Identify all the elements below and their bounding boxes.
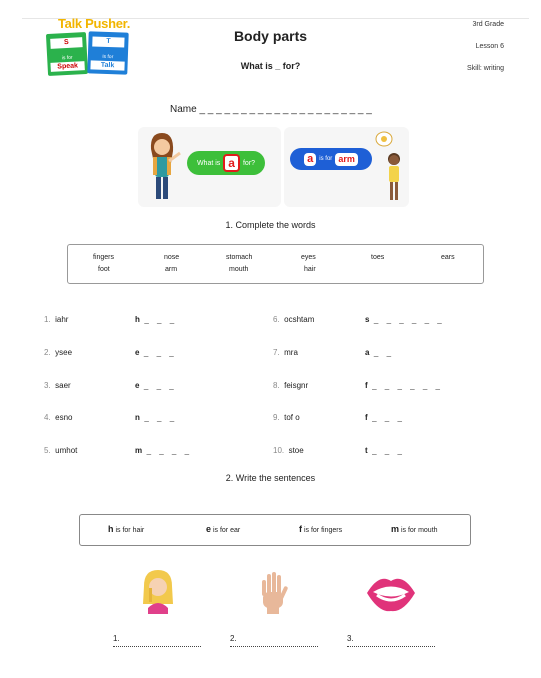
pill-mid: is for xyxy=(319,156,333,162)
skill-label: Skill: writing xyxy=(467,65,504,72)
item-scrambled: iahr xyxy=(55,315,69,324)
exercise-item xyxy=(273,342,298,360)
item-dashes: _ _ _ _ xyxy=(146,446,193,455)
item-dashes: _ _ _ xyxy=(144,413,178,422)
word-bank-word: foot xyxy=(98,266,110,273)
item-scrambled: esno xyxy=(55,413,73,422)
exercise-item xyxy=(44,407,72,425)
item-letter: e xyxy=(135,348,140,357)
sentence-example xyxy=(391,524,438,534)
item-number: 4. xyxy=(44,413,51,422)
word-bank-word: fingers xyxy=(93,254,115,261)
hand-picture xyxy=(258,570,290,614)
item-number: 7. xyxy=(273,348,280,357)
pill-word: arm xyxy=(335,153,358,166)
item-letter: n xyxy=(135,413,140,422)
writing-line[interactable] xyxy=(113,646,201,647)
item-dashes: _ _ _ _ _ _ xyxy=(373,315,445,324)
pill-letter: a xyxy=(304,153,316,166)
item-number: 3. xyxy=(44,381,51,390)
page-title: Body parts xyxy=(233,28,308,44)
line-number: 3. xyxy=(347,634,354,643)
item-scrambled: mra xyxy=(284,348,298,357)
banner-left xyxy=(138,127,281,207)
item-dashes: _ _ _ xyxy=(143,381,177,390)
sentence-example xyxy=(206,524,240,534)
lesson-label: Lesson 6 xyxy=(475,43,504,50)
word-bank-word: ears xyxy=(441,254,455,261)
answer-field[interactable] xyxy=(365,309,445,327)
pill-letter: a xyxy=(223,154,240,172)
mouth-picture xyxy=(365,571,417,613)
page-subtitle: What is _ for? xyxy=(240,61,301,71)
logo-card-letter: T xyxy=(92,36,124,47)
item-dashes: _ _ _ xyxy=(372,413,405,422)
logo-card-word: Talk xyxy=(90,60,124,70)
sentence-example xyxy=(108,524,144,534)
grade-label: 3rd Grade xyxy=(472,21,504,28)
exercise-item xyxy=(273,309,314,327)
exercise-item xyxy=(44,440,77,458)
item-number: 10. xyxy=(273,446,285,455)
item-letter: f xyxy=(365,413,368,422)
exercise-item xyxy=(273,375,308,393)
item-number: 1. xyxy=(44,315,51,324)
word-bank-word: toes xyxy=(371,254,385,261)
logo-card-mid: is for xyxy=(102,53,114,61)
banner-right xyxy=(284,127,409,207)
exercise-item xyxy=(273,407,300,425)
item-number: 9. xyxy=(273,413,280,422)
word-bank-word: mouth xyxy=(229,266,249,273)
writing-line[interactable] xyxy=(347,646,435,647)
sentence-letter: m xyxy=(391,524,400,534)
item-scrambled: feisgnr xyxy=(284,381,309,390)
item-number: 8. xyxy=(273,381,280,390)
item-letter: s xyxy=(365,315,370,324)
item-letter: t xyxy=(365,446,368,455)
pill-post: for? xyxy=(242,159,256,167)
item-scrambled: ocshtam xyxy=(284,315,315,324)
word-bank xyxy=(67,244,484,284)
item-dashes: _ _ _ xyxy=(144,315,178,324)
line-number: 2. xyxy=(230,634,237,643)
pill-pre: What is xyxy=(196,159,221,167)
exercise-item xyxy=(44,375,71,393)
answer-field[interactable] xyxy=(135,309,177,327)
sentence-example xyxy=(299,524,342,534)
teacher-illustration xyxy=(142,129,182,207)
student-illustration xyxy=(374,129,408,207)
logo-card-mid: is for xyxy=(61,54,73,62)
sentence-letter: f xyxy=(299,524,302,534)
item-number: 6. xyxy=(273,315,280,324)
sentence-text: is for fingers xyxy=(303,527,343,534)
line-number: 1. xyxy=(113,634,120,643)
section2-title: 2. Write the sentences xyxy=(225,473,316,483)
item-number: 5. xyxy=(44,446,51,455)
item-dashes: _ _ _ xyxy=(372,446,405,455)
item-letter: h xyxy=(135,315,140,324)
name-field[interactable]: Name _ _ _ _ _ _ _ _ _ _ _ _ _ _ _ _ _ _ _ _ _ xyxy=(170,104,372,115)
item-letter: e xyxy=(135,381,140,390)
exercise-item xyxy=(273,440,304,458)
answer-field[interactable] xyxy=(135,407,177,425)
girl-hair-picture xyxy=(140,568,176,614)
item-letter: m xyxy=(135,446,143,455)
logo-card-word: Speak xyxy=(50,61,84,72)
item-number: 2. xyxy=(44,348,51,357)
logo-card-letter: S xyxy=(50,37,82,49)
section1-title: 1. Complete the words xyxy=(225,220,316,230)
sentence-text: is for ear xyxy=(212,527,241,534)
word-bank-word: arm xyxy=(165,266,178,273)
item-scrambled: stoe xyxy=(288,446,304,455)
answer-field[interactable] xyxy=(365,440,405,458)
word-bank-word: stomach xyxy=(226,254,253,261)
item-scrambled: tof o xyxy=(284,413,300,422)
exercise-item xyxy=(44,342,72,360)
sentence-letter: h xyxy=(108,524,114,534)
sentence-bank xyxy=(79,514,471,546)
item-dashes: _ _ _ _ _ _ xyxy=(372,381,443,390)
answer-field[interactable] xyxy=(135,440,192,458)
answer-field[interactable] xyxy=(135,342,177,360)
item-scrambled: umhot xyxy=(55,446,78,455)
what-is-pill xyxy=(187,151,265,175)
item-letter: a xyxy=(365,348,370,357)
word-bank-word: nose xyxy=(164,254,180,261)
exercise-item xyxy=(44,309,68,327)
answer-field[interactable] xyxy=(365,375,443,393)
sentence-letter: e xyxy=(206,524,212,534)
sentence-text: is for mouth xyxy=(400,527,438,534)
logo-title: Talk Pusher. xyxy=(58,16,131,31)
writing-line[interactable] xyxy=(230,646,318,647)
item-dashes: _ _ _ xyxy=(143,348,177,357)
item-scrambled: ysee xyxy=(55,348,73,357)
item-scrambled: saer xyxy=(55,381,71,390)
answer-field[interactable] xyxy=(365,407,405,425)
is-for-pill xyxy=(290,148,372,170)
answer-field[interactable] xyxy=(365,342,394,360)
item-letter: f xyxy=(365,381,368,390)
sentence-text: is for hair xyxy=(115,527,145,534)
word-bank-word: eyes xyxy=(301,254,316,261)
item-dashes: _ _ xyxy=(373,348,395,357)
word-bank-word: hair xyxy=(304,266,316,273)
answer-field[interactable] xyxy=(135,375,177,393)
